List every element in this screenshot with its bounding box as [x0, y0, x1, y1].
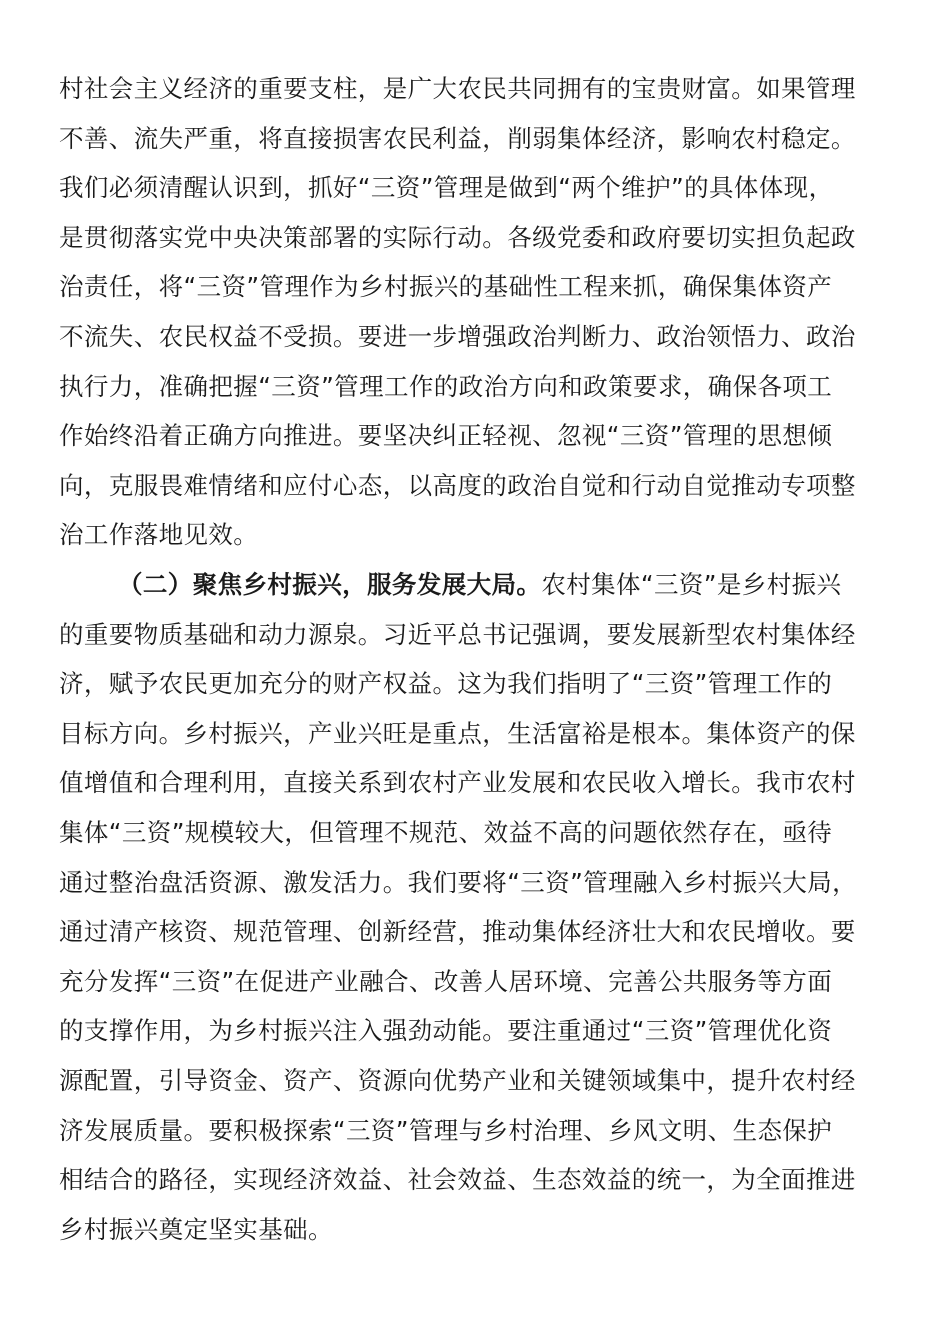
text-line: 我们必须清醒认识到，抓好“三资”管理是做到“两个维护”的具体体现， — [59, 173, 834, 203]
text-line: 村社会主义经济的重要支柱，是广大农民共同拥有的宝贵财富。如果管理 — [59, 74, 856, 103]
text-line: 的重要物质基础和动力源泉。习近平总书记强调，要发展新型农村集体经 — [59, 619, 856, 649]
text-line: 执行力，准确把握“三资”管理工作的政治方向和政策要求，确保各项工 — [59, 371, 833, 401]
section-2-paragraph — [59, 560, 879, 1254]
text-line: 集体“三资”规模较大，但管理不规范、效益不高的问题依然存在，亟待 — [59, 817, 833, 847]
text-line: 值增值和合理利用，直接关系到农村产业发展和农民收入增长。我市农村 — [59, 768, 856, 798]
text-line: 的支撑作用，为乡村振兴注入强劲动能。要注重通过“三资”管理优化资 — [59, 1016, 833, 1046]
text-line: 济，赋予农民更加充分的财产权益。这为我们指明了“三资”管理工作的 — [59, 669, 833, 699]
text-line: 不善、流失严重，将直接损害农民利益，削弱集体经济，影响农村稳定。 — [59, 123, 856, 153]
text-line: 不流失、农民权益不受损。要进一步增强政治判断力、政治领悟力、政治 — [59, 321, 856, 351]
text-line: 源配置，引导资金、资产、资源向优势产业和关键领域集中，提升农村经 — [59, 1065, 856, 1095]
text-line: 充分发挥“三资”在促进产业融合、改善人居环境、完善公共服务等方面 — [59, 966, 833, 996]
text-line: 乡村振兴奠定坚实基础。 — [59, 1214, 333, 1244]
section-2-first-line — [59, 560, 879, 610]
text-line: 通过清产核资、规范管理、创新经营，推动集体经济壮大和农民增收。要 — [59, 917, 856, 947]
text-line: 通过整治盘活资源、激发活力。我们要将“三资”管理融入乡村振兴大局， — [59, 867, 858, 897]
section-heading: （二）聚焦乡村振兴，服务发展大局。 — [118, 570, 542, 599]
text-line: 作始终沿着正确方向推进。要坚决纠正轻视、忽视“三资”管理的思想倾 — [59, 421, 833, 451]
section-2-first-line-text: 农村集体“三资”是乡村振兴 — [541, 570, 842, 599]
text-line: 治工作落地见效。 — [59, 520, 259, 550]
text-line: 目标方向。乡村振兴，产业兴旺是重点，生活富裕是根本。集体资产的保 — [59, 718, 856, 748]
text-line: 是贯彻落实党中央决策部署的实际行动。各级党委和政府要切实担负起政 — [59, 222, 856, 252]
paragraph-continuation — [59, 64, 879, 560]
text-line: 济发展质量。要积极探索“三资”管理与乡村治理、乡风文明、生态保护 — [59, 1115, 833, 1145]
text-line: 向，克服畏难情绪和应付心态，以高度的政治自觉和行动自觉推动专项整 — [59, 470, 856, 500]
text-line: 相结合的路径，实现经济效益、社会效益、生态效益的统一，为全面推进 — [59, 1165, 856, 1195]
text-line: 治责任，将“三资”管理作为乡村振兴的基础性工程来抓，确保集体资产 — [59, 272, 833, 302]
